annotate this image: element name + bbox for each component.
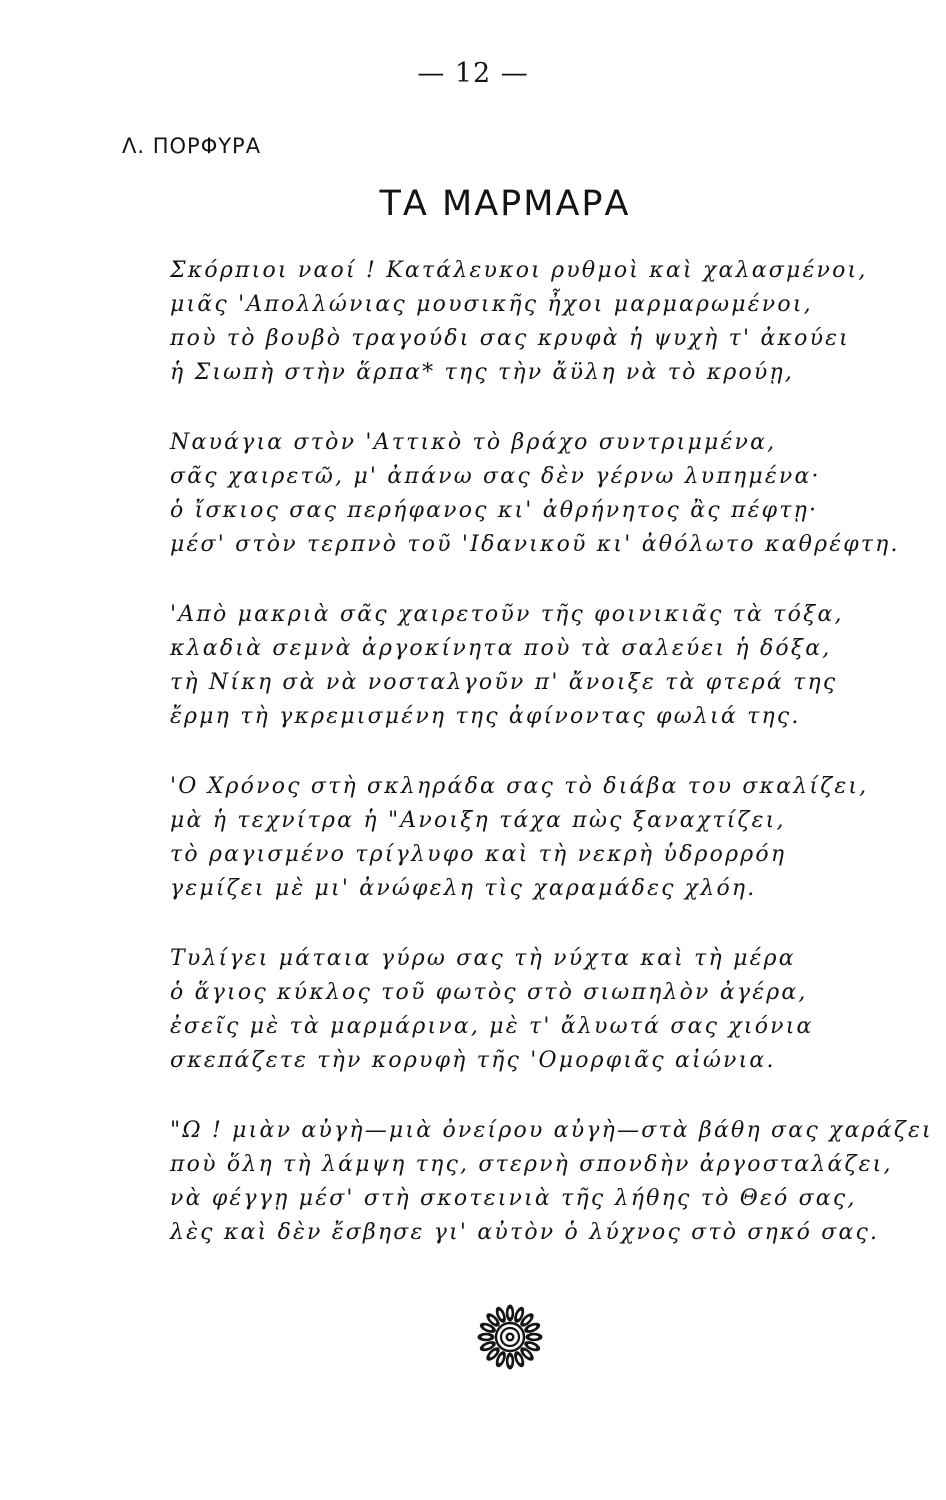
- verse-line: σκεπάζετε τὴν κορυφὴ τῆς 'Ομορφιᾶς αἰώνια.: [170, 1048, 776, 1073]
- verse-line: γεμίζει μὲ μι' ἀνώφελη τὶς χαραμάδες χλόη.: [170, 876, 757, 901]
- verse-line: σᾶς χαιρετῶ, μ' ἀπάνω σας δὲν γέρνω λυπημένα·: [170, 464, 821, 489]
- verse-line: τὸ ραγισμένο τρίγλυφο καὶ τὴ νεκρὴ ὑδρορρόη: [170, 842, 787, 867]
- verse-line: ὁ ἅγιος κύκλος τοῦ φωτὸς στὸ σιωπηλὸν ἀγέρα,: [170, 980, 808, 1005]
- verse-line: μὰ ἡ τεχνίτρα ἡ "Ανοιξη τάχα πὼς ξαναχτίζει,: [170, 808, 786, 833]
- verse-line: μέσ' στὸν τερπνὸ τοῦ 'Ιδανικοῦ κι' ἀθόλωτο καθρέφτη.: [170, 532, 900, 557]
- verse-line: ποὺ ὅλη τὴ λάμψη της, στερνὴ σπονδὴν ἀργοσταλάζει,: [170, 1152, 893, 1177]
- verse-line: τὴ Νίκη σὰ νὰ νοσταλγοῦν π' ἄνοιξε τὰ φτερά της: [170, 670, 838, 695]
- rosette-ornament-icon: [476, 1303, 544, 1371]
- verse-line: ἔρμη τὴ γκρεμισμένη της ἀφίνοντας φωλιά της.: [170, 704, 801, 729]
- stanza-1: [170, 254, 910, 390]
- verse-line: 'Ο Χρόνος στὴ σκληράδα σας τὸ διάβα του σκαλίζει,: [170, 774, 869, 799]
- poem-body: [170, 254, 933, 1286]
- stanza-4: [170, 770, 910, 906]
- verse-line: 'Απὸ μακριὰ σᾶς χαιρετοῦν τῆς φοινικιᾶς τὰ τόξα,: [170, 602, 844, 627]
- page-number: — 12 —: [417, 58, 529, 89]
- stanza-2: [170, 426, 910, 562]
- stanza-3: [170, 598, 910, 734]
- author-name: Λ. ΠΟΡΦΥΡΑ: [122, 134, 262, 158]
- verse-line: μιᾶς 'Απολλώνιας μουσικῆς ἦχοι μαρμαρωμένοι,: [170, 292, 813, 317]
- poem-title: ΤΑ ΜΑΡΜΑΡΑ: [379, 184, 631, 224]
- verse-line: κλαδιὰ σεμνὰ ἀργοκίνητα ποὺ τὰ σαλεύει ἡ δόξα,: [170, 636, 832, 661]
- verse-line: λὲς καὶ δὲν ἔσβησε γι' αὐτὸν ὁ λύχνος στὸ σηκό σας.: [170, 1220, 880, 1245]
- verse-line: Τυλίγει μάταια γύρω σας τὴ νύχτα καὶ τὴ μέρα: [170, 946, 796, 971]
- verse-line: ἐσεῖς μὲ τὰ μαρμάρινα, μὲ τ' ἄλυωτά σας χιόνια: [170, 1014, 814, 1039]
- verse-line: ποὺ τὸ βουβὸ τραγούδι σας κρυφὰ ἡ ψυχὴ τ' ἀκούει: [170, 326, 850, 351]
- verse-line: νὰ φέγγῃ μέσ' στὴ σκοτεινιὰ τῆς λήθης τὸ Θεό σας,: [170, 1186, 857, 1211]
- stanza-5: [170, 942, 910, 1078]
- stanza-6: [170, 1114, 933, 1250]
- verse-line: ἡ Σιωπὴ στὴν ἅρπα* της τὴν ἄϋλη νὰ τὸ κρούῃ,: [170, 360, 795, 385]
- verse-line: ὁ ἴσκιος σας περήφανος κι' ἀθρήνητος ἂς πέφτῃ·: [170, 498, 819, 523]
- verse-line: Ναυάγια στὸν 'Αττικὸ τὸ βράχο συντριμμένα,: [170, 430, 777, 455]
- verse-line: "Ω ! μιὰν αὐγὴ—μιὰ ὀνείρου αὐγὴ—στὰ βάθη σας χαράζει: [170, 1118, 933, 1143]
- verse-line: Σκόρπιοι ναοί ! Κατάλευκοι ρυθμοὶ καὶ χαλασμένοι,: [170, 258, 868, 283]
